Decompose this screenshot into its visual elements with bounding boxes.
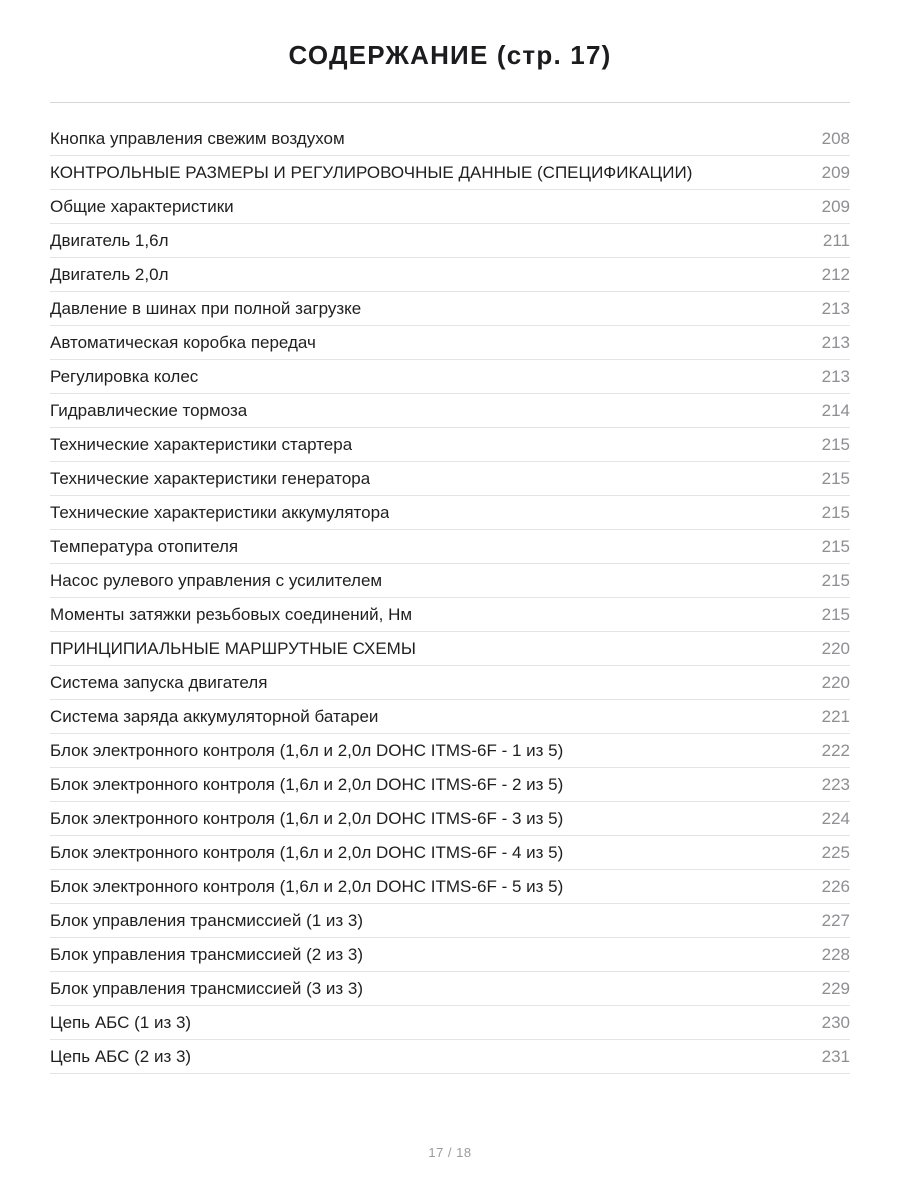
toc-entry[interactable] [50,462,850,496]
toc-entry-page: 215 [821,536,850,556]
toc-entry[interactable] [50,360,850,394]
toc-entry-page: 212 [821,264,850,284]
toc-entry-title: Двигатель 2,0л [50,264,169,284]
toc-entry[interactable] [50,666,850,700]
toc-entry[interactable] [50,870,850,904]
toc-entry-title: Цепь АБС (2 из 3) [50,1046,192,1066]
toc-entry-page: 214 [821,400,850,420]
toc-entry[interactable] [50,564,850,598]
toc-entry[interactable] [50,700,850,734]
toc-entry-page: 220 [821,638,850,658]
toc-entry-page: 224 [821,808,850,828]
toc-list [50,122,850,1074]
toc-entry[interactable] [50,122,850,156]
toc-entry-title: Насос рулевого управления с усилителем [50,570,383,590]
toc-entry-title: Общие характеристики [50,196,234,216]
toc-entry[interactable] [50,530,850,564]
toc-entry[interactable] [50,836,850,870]
toc-entry-title: Блок электронного контроля (1,6л и 2,0л DOHC ITMS-6F - 5 из 5) [50,876,564,896]
toc-entry[interactable] [50,904,850,938]
toc-entry-page: 225 [821,842,850,862]
toc-entry[interactable] [50,428,850,462]
toc-entry-page: 228 [821,944,850,964]
toc-entry[interactable] [50,394,850,428]
toc-entry[interactable] [50,1040,850,1074]
toc-entry-title: Блок электронного контроля (1,6л и 2,0л DOHC ITMS-6F - 1 из 5) [50,740,564,760]
toc-entry-page: 215 [821,434,850,454]
toc-entry-title: Блок управления трансмиссией (2 из 3) [50,944,364,964]
toc-entry-title: Температура отопителя [50,536,239,556]
toc-entry-page: 226 [821,876,850,896]
toc-entry[interactable] [50,496,850,530]
toc-entry-page: 227 [821,910,850,930]
toc-entry[interactable] [50,768,850,802]
toc-entry-page: 211 [822,230,850,250]
toc-entry-title: Технические характеристики аккумулятора [50,502,390,522]
title-divider [50,102,850,103]
page-indicator: 17 / 18 [428,1145,472,1160]
toc-entry-title: Блок электронного контроля (1,6л и 2,0л DOHC ITMS-6F - 4 из 5) [50,842,564,862]
toc-entry[interactable] [50,632,850,666]
toc-entry-title: Моменты затяжки резьбовых соединений, Нм [50,604,413,624]
toc-entry[interactable] [50,938,850,972]
toc-entry-title: Кнопка управления свежим воздухом [50,128,345,148]
toc-entry[interactable] [50,292,850,326]
toc-entry-title: ПРИНЦИПИАЛЬНЫЕ МАРШРУТНЫЕ СХЕМЫ [50,638,416,658]
toc-entry[interactable] [50,972,850,1006]
toc-entry-title: Система запуска двигателя [50,672,268,692]
toc-entry[interactable] [50,326,850,360]
toc-entry[interactable] [50,224,850,258]
toc-entry-page: 215 [821,604,850,624]
toc-entry-title: Цепь АБС (1 из 3) [50,1012,192,1032]
toc-entry-page: 213 [821,298,850,318]
toc-entry-title: Блок электронного контроля (1,6л и 2,0л DOHC ITMS-6F - 2 из 5) [50,774,564,794]
toc-entry-title: Гидравлические тормоза [50,400,248,420]
toc-entry[interactable] [50,598,850,632]
toc-entry-page: 215 [821,468,850,488]
toc-entry-title: Блок управления трансмиссией (3 из 3) [50,978,364,998]
toc-entry-title: Автоматическая коробка передач [50,332,316,352]
toc-entry-page: 213 [821,366,850,386]
toc-entry-page: 221 [821,706,850,726]
toc-entry-title: Блок электронного контроля (1,6л и 2,0л DOHC ITMS-6F - 3 из 5) [50,808,564,828]
toc-entry-page: 231 [821,1046,850,1066]
toc-entry[interactable] [50,258,850,292]
toc-entry-page: 215 [821,502,850,522]
toc-entry-title: КОНТРОЛЬНЫЕ РАЗМЕРЫ И РЕГУЛИРОВОЧНЫЕ ДАННЫЕ (СПЕЦИФИКАЦИИ) [50,162,693,182]
toc-entry-title: Технические характеристики генератора [50,468,371,488]
toc-entry-page: 215 [821,570,850,590]
toc-entry[interactable] [50,802,850,836]
toc-entry-title: Блок управления трансмиссией (1 из 3) [50,910,364,930]
toc-entry-title: Система заряда аккумуляторной батареи [50,706,379,726]
page-title: СОДЕРЖАНИЕ (стр. 17) [288,40,612,70]
toc-entry-page: 209 [821,162,850,182]
toc-entry-page: 222 [821,740,850,760]
toc-entry-page: 213 [821,332,850,352]
toc-entry-title: Регулировка колес [50,366,199,386]
toc-entry-title: Технические характеристики стартера [50,434,353,454]
toc-entry-page: 209 [821,196,850,216]
toc-entry-title: Давление в шинах при полной загрузке [50,298,362,318]
toc-entry-page: 220 [821,672,850,692]
toc-entry-title: Двигатель 1,6л [50,230,169,250]
toc-entry[interactable] [50,1006,850,1040]
toc-entry-page: 208 [821,128,850,148]
toc-entry[interactable] [50,190,850,224]
toc-entry[interactable] [50,734,850,768]
toc-entry[interactable] [50,156,850,190]
toc-entry-page: 230 [821,1012,850,1032]
toc-entry-page: 223 [821,774,850,794]
toc-entry-page: 229 [821,978,850,998]
